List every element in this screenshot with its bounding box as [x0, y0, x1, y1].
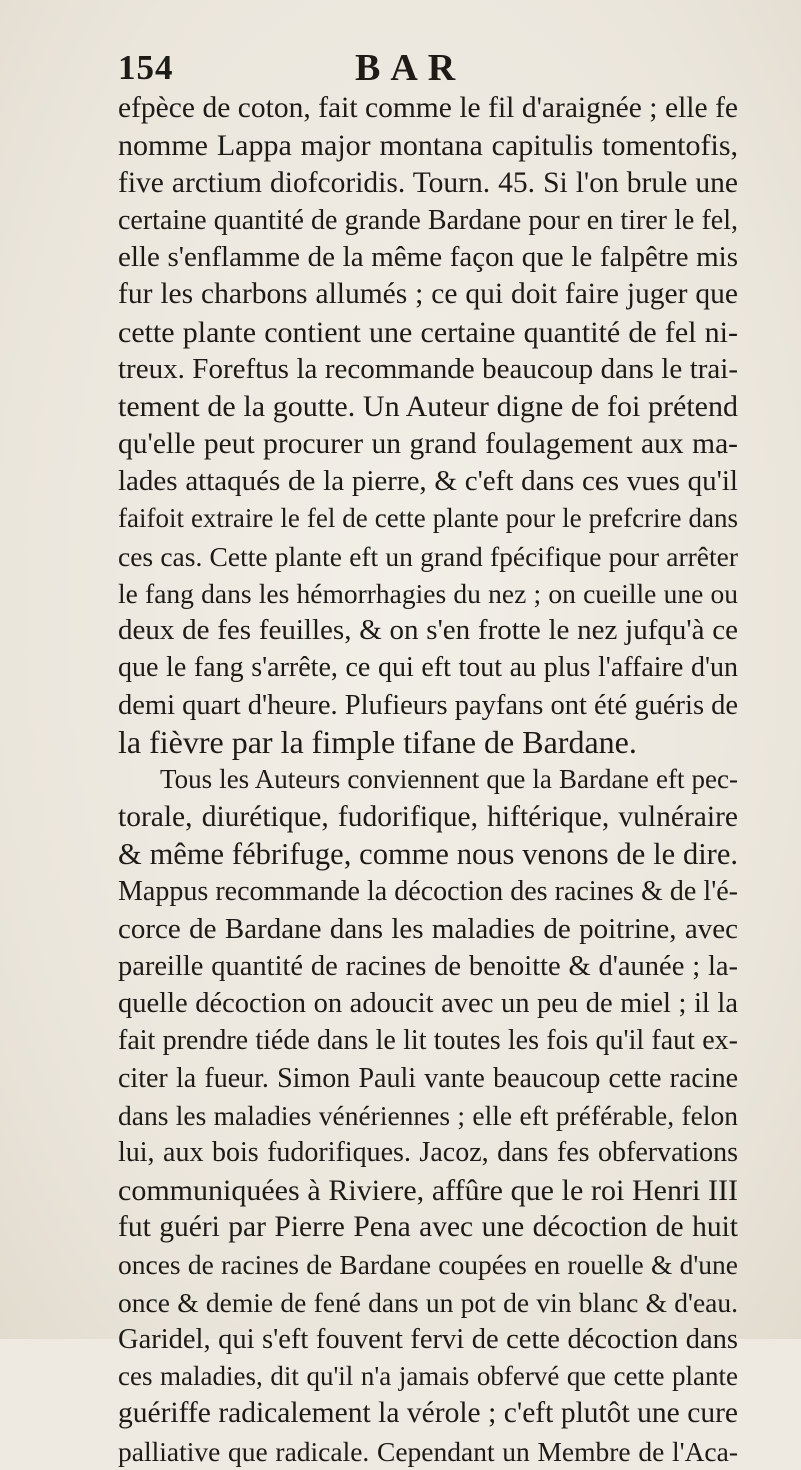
text-line: qu'elle peut procurer un grand foulagement aux ma- [118, 427, 738, 460]
text-line: Mappus recommande la décoction des racines & de l'é- [118, 876, 738, 908]
text-line: que le fang s'arrête, ce qui eft tout au plus l'affaire d'un [118, 652, 738, 684]
body-text [118, 90, 738, 1470]
page-header [0, 46, 801, 92]
text-line: fait prendre tiéde dans le lit toutes les fois qu'il faut ex- [118, 1025, 738, 1057]
text-line: la fièvre par la fimple tifane de Bardane. [118, 724, 637, 761]
page-number: 154 [118, 48, 174, 87]
text-line: demi quart d'heure. Plufieurs payfans ont été guéris de [118, 689, 739, 721]
text-line: lades attaqués de la pierre, & c'eft dans ces vues qu'il [118, 464, 738, 497]
text-line: pareille quantité de racines de benoitte & d'aunée ; la- [118, 950, 738, 982]
text-line: tement de la goutte. Un Auteur digne de foi prétend [118, 390, 738, 424]
text-line: deux de fes feuilles, & on s'en frotte le nez jufqu'à ce [118, 614, 738, 647]
text-line: corce de Bardane dans les maladies de poitrine, avec [118, 912, 738, 945]
text-line: ces cas. Cette plante eft un grand fpécifique pour arrêter [118, 540, 738, 572]
text-line: fur les charbons allumés ; ce qui doit faire juger que [118, 278, 738, 311]
text-line: five arctium diofcoridis. Tourn. 45. Si l'on brule une [118, 166, 738, 199]
text-line: & même fébrifuge, comme nous venons de le dire. [118, 836, 738, 871]
text-line: ces maladies, dit qu'il n'a jamais obfervé que cette plante [118, 1361, 738, 1392]
text-line: communiquées à Riviere, affûre que le roi Henri III [118, 1173, 738, 1207]
text-line: le fang dans les hémorrhagies du nez ; on cueille une ou [118, 577, 738, 609]
text-line: efpèce de coton, fait comme le fil d'araignée ; elle fe [118, 92, 738, 124]
text-line: certaine quantité de grande Bardane pour en tirer le fel, [118, 204, 738, 236]
text-line: nomme Lappa major montana capitulis tomentofis, [118, 129, 738, 163]
text-line: citer la fueur. Simon Pauli vante beaucoup cette racine [118, 1062, 738, 1094]
text-line: Garidel, qui s'eft fouvent fervi de cette décoction dans [118, 1323, 738, 1355]
text-line: onces de racines de Bardane coupées en rouelle & d'une [118, 1249, 738, 1281]
running-head: BAR [355, 47, 466, 89]
text-line: faifoit extraire le fel de cette plante pour le prefcrire dans [118, 503, 738, 534]
text-line: fut guéri par Pierre Pena avec une décoction de huit [118, 1210, 738, 1243]
text-line: palliative que radicale. Cependant un Membre de l'Aca- [118, 1435, 738, 1467]
text-line: guériffe radicalement la vérole ; c'eft plutôt une cure [118, 1397, 738, 1430]
text-line: quelle décoction on adoucit avec un peu de miel ; il la [118, 988, 738, 1020]
text-line: lui, aux bois fudorifiques. Jacoz, dans fes obfervations [118, 1137, 738, 1169]
text-line: elle s'enflamme de la même façon que le falpêtre mis [118, 241, 738, 274]
paragraph-start: Tous les Auteurs conviennent que la Bardane eft pec- [160, 764, 738, 795]
text-line: torale, diurétique, fudorifique, hiftérique, vulnéraire [118, 800, 738, 833]
text-line: once & demie de fené dans un pot de vin blanc & d'eau. [118, 1286, 738, 1318]
text-line: cette plante contient une certaine quantité de fel ni- [118, 315, 738, 349]
text-line: treux. Foreftus la recommande beaucoup dans le trai- [118, 353, 738, 386]
text-line: dans les maladies vénériennes ; elle eft préférable, felon [118, 1100, 738, 1132]
